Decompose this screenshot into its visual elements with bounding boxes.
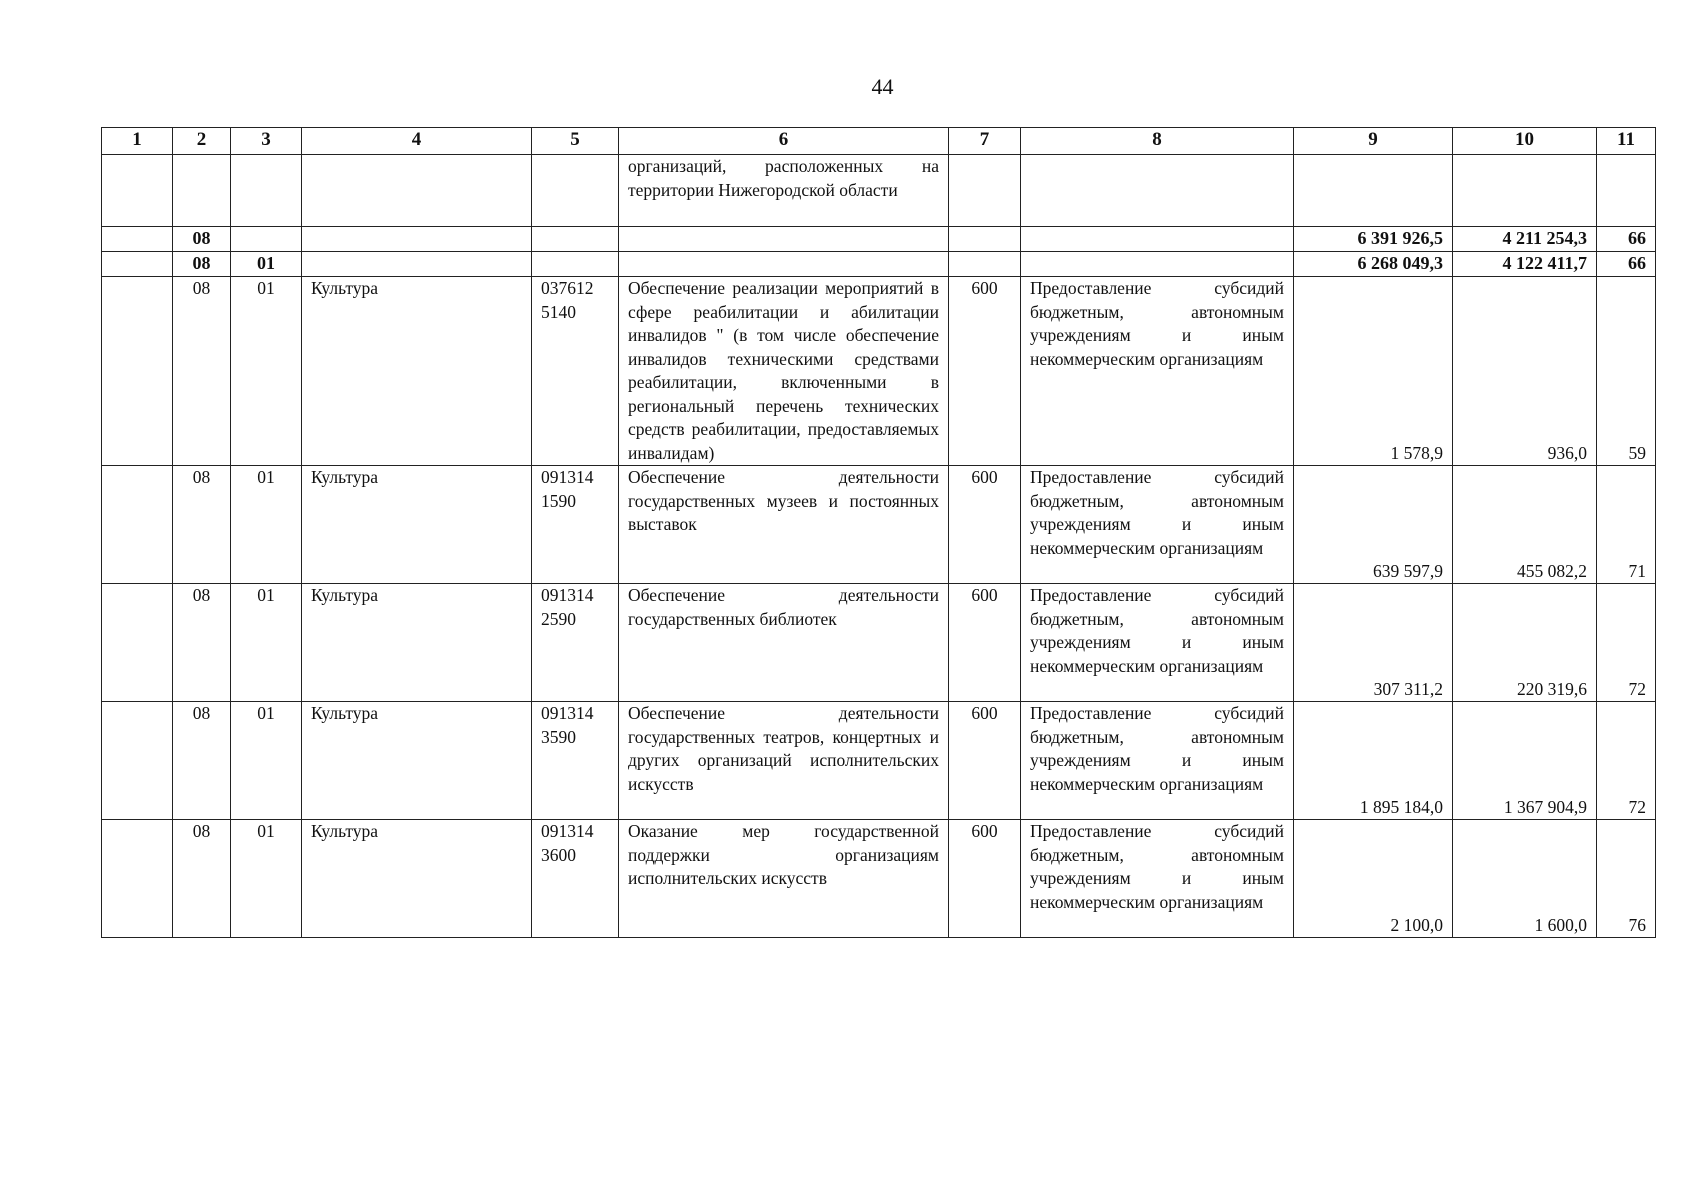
purpose-cell: Обеспечение деятельности государственных театров, концертных и других организаций исполнительских искусств [619, 702, 949, 820]
column-header: 6 [619, 128, 949, 155]
amount-col10: 455 082,2 [1453, 466, 1597, 584]
section-code: 08 [173, 466, 231, 584]
expense-type-code: 600 [949, 584, 1021, 702]
section-code: 08 [173, 820, 231, 938]
subsection-code: 01 [231, 584, 302, 702]
percent-col11: 66 [1597, 227, 1656, 252]
expense-type-name: Предоставление субсидий бюджетным, автономным учреждениям и иным некоммерческим организациям [1021, 702, 1294, 820]
percent-col11: 72 [1597, 702, 1656, 820]
table-row [102, 584, 1656, 702]
column-header: 11 [1597, 128, 1656, 155]
amount-col9: 1 578,9 [1294, 277, 1453, 466]
amount-col9: 307 311,2 [1294, 584, 1453, 702]
subsection-code: 01 [231, 277, 302, 466]
table-row [102, 820, 1656, 938]
subsection-code: 01 [231, 702, 302, 820]
amount-col9: 1 895 184,0 [1294, 702, 1453, 820]
table-row [102, 702, 1656, 820]
amount-col9: 639 597,9 [1294, 466, 1453, 584]
column-header: 2 [173, 128, 231, 155]
amount-col9: 6 268 049,3 [1294, 252, 1453, 277]
expense-type-name: Предоставление субсидий бюджетным, автономным учреждениям и иным некоммерческим организациям [1021, 466, 1294, 584]
purpose-cell: Обеспечение деятельности государственных библиотек [619, 584, 949, 702]
amount-col10: 936,0 [1453, 277, 1597, 466]
target-article-code: 037612 5140 [532, 277, 619, 466]
subsection-name: Культура [302, 277, 532, 466]
target-article-code: 091314 3600 [532, 820, 619, 938]
budget-table [101, 127, 1656, 938]
expense-type-code: 600 [949, 277, 1021, 466]
subsection-code [231, 227, 302, 252]
section-total-row [102, 227, 1656, 252]
amount-col10: 4 211 254,3 [1453, 227, 1597, 252]
subsection-name: Культура [302, 702, 532, 820]
subsection-name: Культура [302, 820, 532, 938]
column-header: 4 [302, 128, 532, 155]
subsection-code: 01 [231, 252, 302, 277]
section-code: 08 [173, 227, 231, 252]
amount-col10: 4 122 411,7 [1453, 252, 1597, 277]
target-article-code: 091314 3590 [532, 702, 619, 820]
column-header: 9 [1294, 128, 1453, 155]
expense-type-code: 600 [949, 466, 1021, 584]
percent-col11: 59 [1597, 277, 1656, 466]
header-row [102, 128, 1656, 155]
table-row [102, 277, 1656, 466]
amount-col10: 220 319,6 [1453, 584, 1597, 702]
expense-type-name: Предоставление субсидий бюджетным, автономным учреждениям и иным некоммерческим организациям [1021, 584, 1294, 702]
subsection-code: 01 [231, 466, 302, 584]
column-header: 10 [1453, 128, 1597, 155]
purpose-cell: Обеспечение деятельности государственных музеев и постоянных выставок [619, 466, 949, 584]
purpose-cell: организаций, расположенных на территории Нижегородской области [619, 155, 949, 227]
column-header: 8 [1021, 128, 1294, 155]
subsection-name: Культура [302, 466, 532, 584]
subsection-name: Культура [302, 584, 532, 702]
percent-col11: 72 [1597, 584, 1656, 702]
subsection-code: 01 [231, 820, 302, 938]
amount-col9: 6 391 926,5 [1294, 227, 1453, 252]
section-code: 08 [173, 584, 231, 702]
purpose-cell: Обеспечение реализации мероприятий в сфере реабилитации и абилитации инвалидов " (в том числе обеспечение инвалидов техническими средствами реабилитации, включенными в региональный перечень технических средств реабилитации, предоставляемых инвалидам) [619, 277, 949, 466]
target-article-code: 091314 1590 [532, 466, 619, 584]
expense-type-code: 600 [949, 820, 1021, 938]
continuation-row [102, 155, 1656, 227]
amount-col10: 1 367 904,9 [1453, 702, 1597, 820]
percent-col11: 71 [1597, 466, 1656, 584]
column-header: 1 [102, 128, 173, 155]
column-header: 5 [532, 128, 619, 155]
amount-col10: 1 600,0 [1453, 820, 1597, 938]
column-header: 7 [949, 128, 1021, 155]
expense-type-name: Предоставление субсидий бюджетным, автономным учреждениям и иным некоммерческим организациям [1021, 820, 1294, 938]
subsection-total-row [102, 252, 1656, 277]
section-code: 08 [173, 702, 231, 820]
expense-type-name: Предоставление субсидий бюджетным, автономным учреждениям и иным некоммерческим организациям [1021, 277, 1294, 466]
purpose-cell: Оказание мер государственной поддержки организациям исполнительских искусств [619, 820, 949, 938]
amount-col9: 2 100,0 [1294, 820, 1453, 938]
percent-col11: 66 [1597, 252, 1656, 277]
table-row [102, 466, 1656, 584]
column-header: 3 [231, 128, 302, 155]
percent-col11: 76 [1597, 820, 1656, 938]
section-code: 08 [173, 252, 231, 277]
page-number: 44 [871, 74, 894, 99]
section-code: 08 [173, 277, 231, 466]
expense-type-code: 600 [949, 702, 1021, 820]
target-article-code: 091314 2590 [532, 584, 619, 702]
